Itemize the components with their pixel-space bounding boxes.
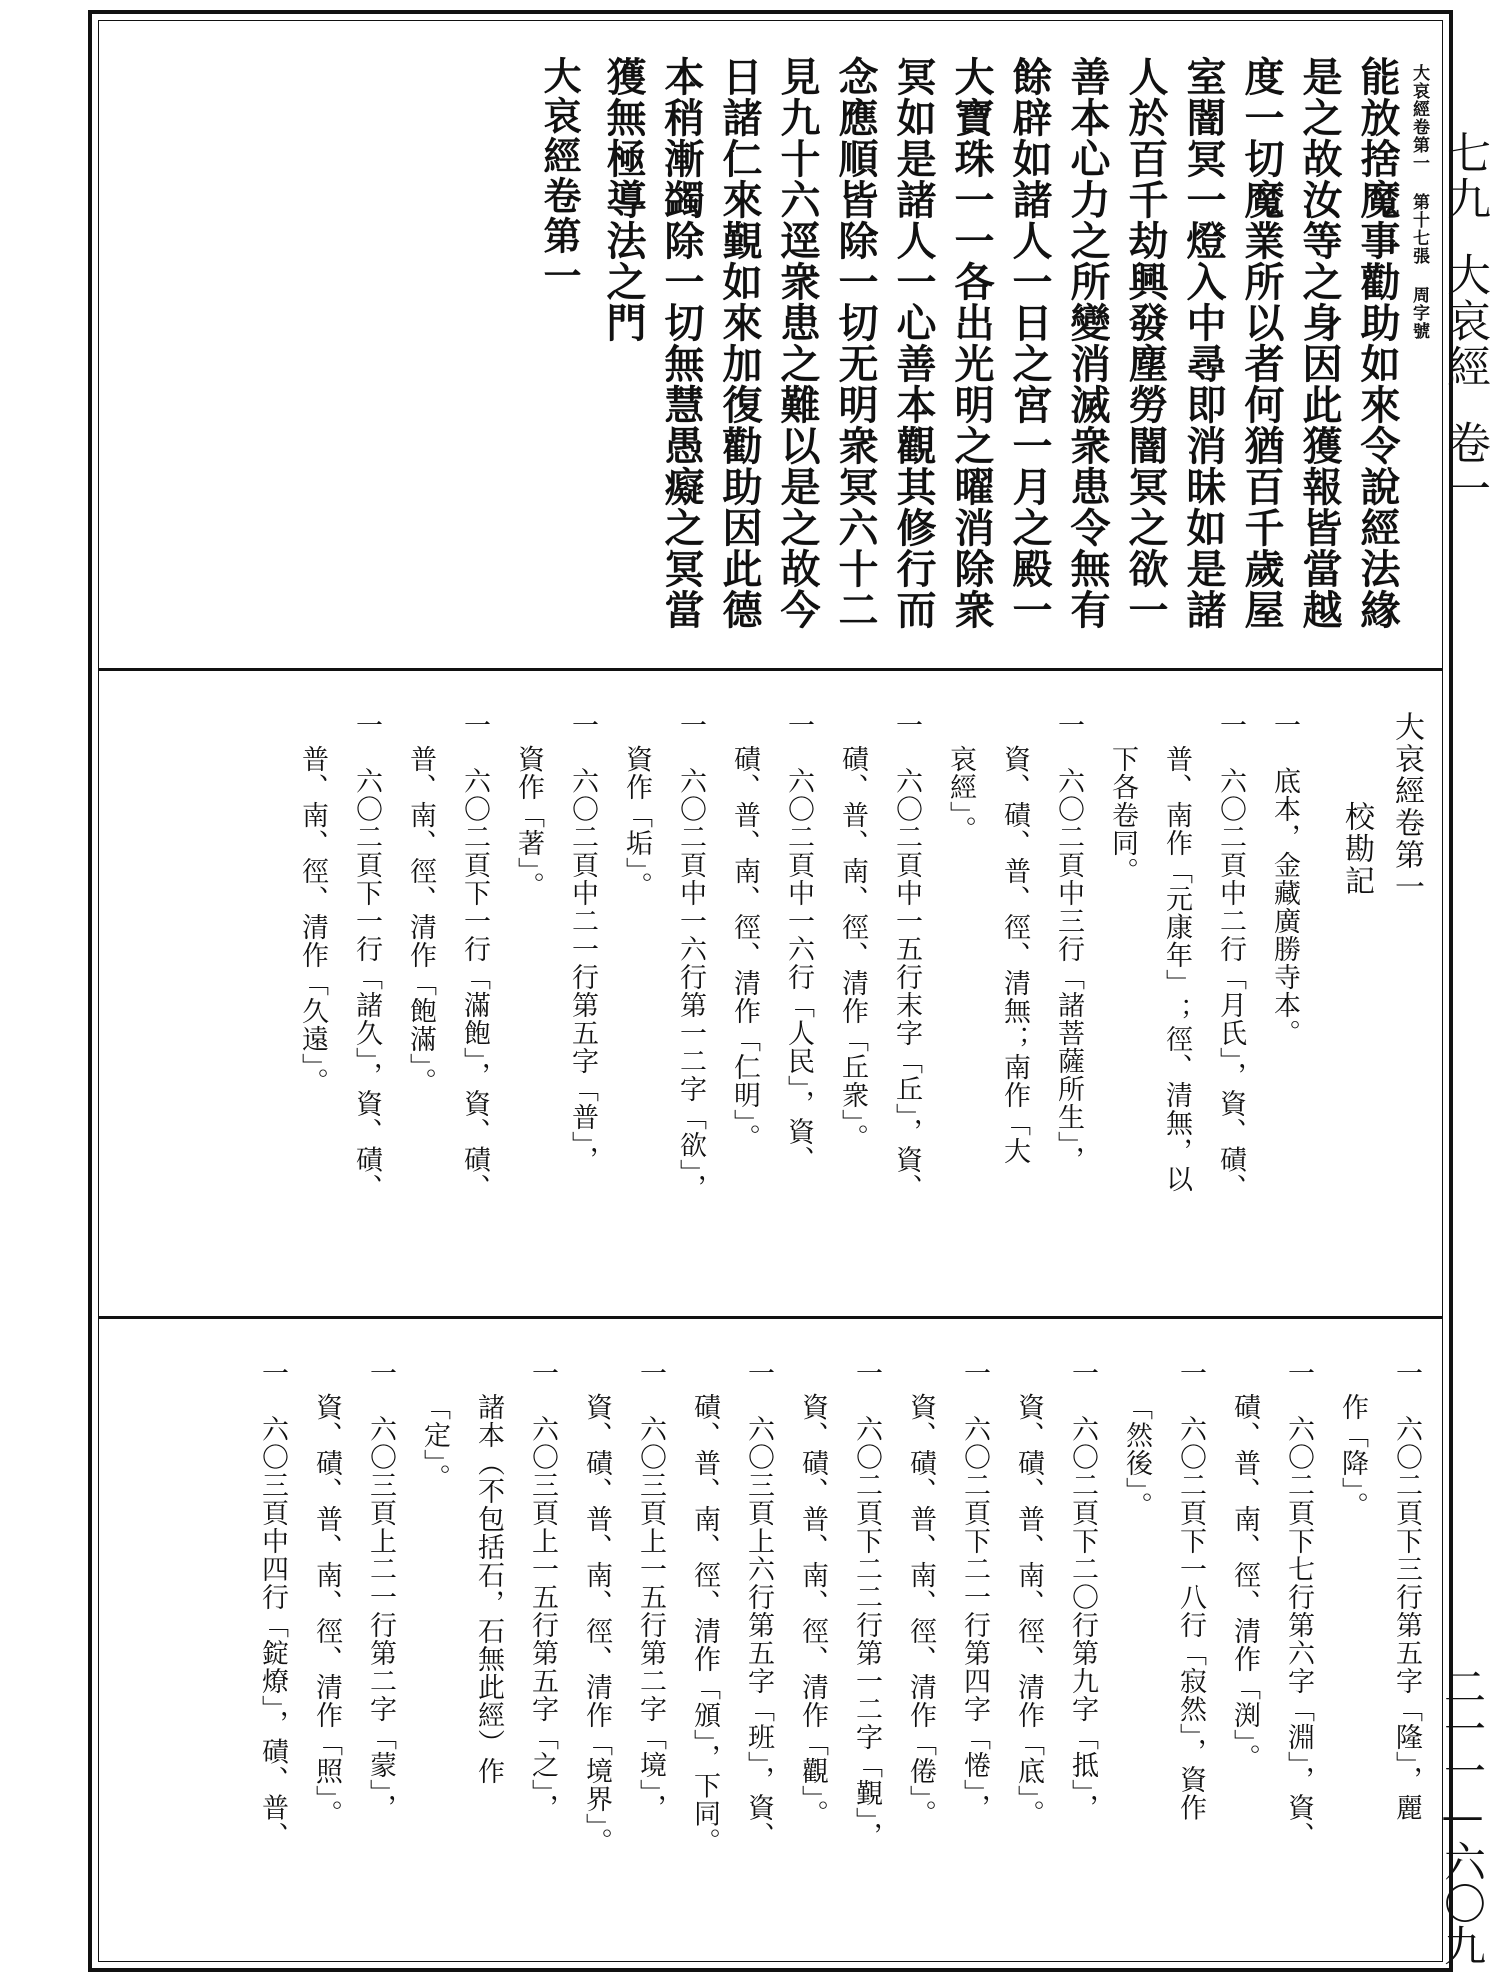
sutra-line: 度一切魔業所以者何猶百千歲屋 [1238,56,1285,630]
note-line: 普、南、徑、清作「久遠」。 [297,745,328,1096]
note-line: 一 六〇二頁中二行「月氏」，資、磧、 [1215,711,1246,1202]
collation-panel-a [98,671,1443,1319]
note-line: 一 六〇三頁上二一行第二字「蒙」， [365,1359,396,1822]
note-line: 一 六〇二頁下二二行第一二字「覲」， [851,1359,882,1850]
sutra-line: 日諸仁來覲如來加復勸助因此德 [716,56,763,630]
note-line: 一 六〇二頁中一六行第一二字「欲」， [675,711,706,1202]
note-line: 資、磧、普、南、徑、清作「照」。 [311,1393,342,1828]
note-line: 磧、普、南、徑、清作「頒」，下同。 [689,1393,720,1856]
note-line: 一 六〇二頁中三行「諸菩薩所生」， [1053,711,1084,1174]
note-line: 資、磧、普、南、徑、清作「觀」。 [797,1393,828,1828]
page-number: 二一一—六〇九 [1438,1665,1487,1966]
sutra-line: 見九十六逕衆患之難以是之故今 [774,56,821,630]
note-line: 一 六〇三頁上一五行第二字「境」， [635,1359,666,1822]
note-line: 諸本（不包括石，石無此經）作 [473,1393,504,1785]
sutra-panel [98,20,1443,671]
note-line: 一 六〇二頁下二〇行第九字「抵」， [1067,1359,1098,1822]
note-line: 一 底本，金藏廣勝寺本。 [1269,711,1300,1047]
note-line: 資、磧、普、南、徑、清作「底」。 [1013,1393,1044,1828]
sutra-page-header: 大哀經卷第一 第十七張 周字號 [1409,64,1429,340]
note-line: 磧、普、南、徑、清作「仁明」。 [729,745,760,1152]
note-line: 一 六〇二頁中二一行第五字「普」， [567,711,598,1174]
note-line: 「然後」。 [1121,1393,1152,1520]
note-line: 磧、普、南、徑、清作「丘衆」。 [837,745,868,1152]
collation-notes-a [291,711,1427,1311]
collation-title [1335,711,1427,1311]
note-line: 資、磧、普、徑、清無；南作「大 [999,745,1030,1165]
note-line: 普、南作「元康年」；徑、清無，以 [1161,745,1192,1193]
note-line: 一 六〇二頁下一行「諸久」，資、磧、 [351,711,382,1202]
note-line: 普、南、徑、清作「飽滿」。 [405,745,436,1096]
sutra-line: 室闇冥一燈入中尋即消昧如是諸 [1180,56,1227,630]
note-line: 資作「垢」。 [621,745,652,900]
note-line: 「定」。 [419,1393,450,1492]
sutra-line: 善本心力之所變消滅衆患令無有 [1064,56,1111,630]
note-line: 資作「著」。 [513,745,544,900]
note-line: 資、磧、普、南、徑、清作「倦」。 [905,1393,936,1828]
sutra-line: 餘辟如諸人一日之宮一月之殿一 [1006,56,1053,630]
sutra-text [481,56,1429,656]
collation-heading: 大哀經卷第一 [1389,711,1424,903]
running-header-title: 大哀經 [1439,252,1490,390]
sutra-line: 獲無極導法之門 [600,56,647,343]
sutra-line: 念應順皆除一切无明衆冥六十二 [832,56,879,630]
running-header-fascicle: 卷一 [1439,420,1490,512]
note-line: 一 六〇二頁下七行第六字「淵」，資、 [1283,1359,1314,1850]
note-line: 一 六〇二頁下三行第五字「隆」，麗 [1391,1359,1422,1822]
note-line: 一 六〇二頁中一五行末字「丘」，資、 [891,711,922,1202]
note-line: 下各卷同。 [1107,745,1138,885]
sutra-line: 本稍漸蠲除一切無慧愚癡之冥當 [658,56,705,630]
sutra-line: 是之故汝等之身因此獲報皆當越 [1296,56,1343,630]
running-header-volume: 七九 [1439,130,1490,222]
collation-notes-b [251,1359,1427,1959]
note-line: 資、磧、普、南、徑、清作「境界」。 [581,1393,612,1856]
note-line: 一 六〇二頁下一行「滿飽」，資、磧、 [459,711,490,1202]
note-line: 一 六〇三頁上一五行第五字「之」， [527,1359,558,1822]
note-line: 磧、普、南、徑、清作「渕」。 [1229,1393,1260,1772]
note-line: 一 六〇二頁下二一行第四字「惓」， [959,1359,990,1822]
sutra-line: 人於百千劫興發塵勞闇冥之欲一 [1122,56,1169,630]
note-line: 一 六〇二頁下一八行「寂然」，資作 [1175,1359,1206,1822]
note-line: 哀經」。 [945,745,976,844]
collation-panel-b [98,1319,1443,1962]
page-frame [88,10,1453,1972]
note-line: 一 六〇三頁中四行「錠燎」，磧、普、 [257,1359,288,1850]
sutra-end-title: 大哀經卷第一 [537,56,582,296]
note-line: 作「降」。 [1337,1393,1368,1520]
note-line: 一 六〇三頁上六行第五字「班」，資、 [743,1359,774,1850]
sutra-line: 大寶珠一一各出光明之曜消除衆 [948,56,995,630]
collation-subheading: 校勘記 [1339,801,1374,897]
note-line: 一 六〇二頁中一六行「人民」，資、 [783,711,814,1174]
sutra-line: 能放捨魔事勸助如來令說經法緣 [1354,56,1401,630]
sutra-line: 冥如是諸人一心善本觀其修行而 [890,56,937,630]
